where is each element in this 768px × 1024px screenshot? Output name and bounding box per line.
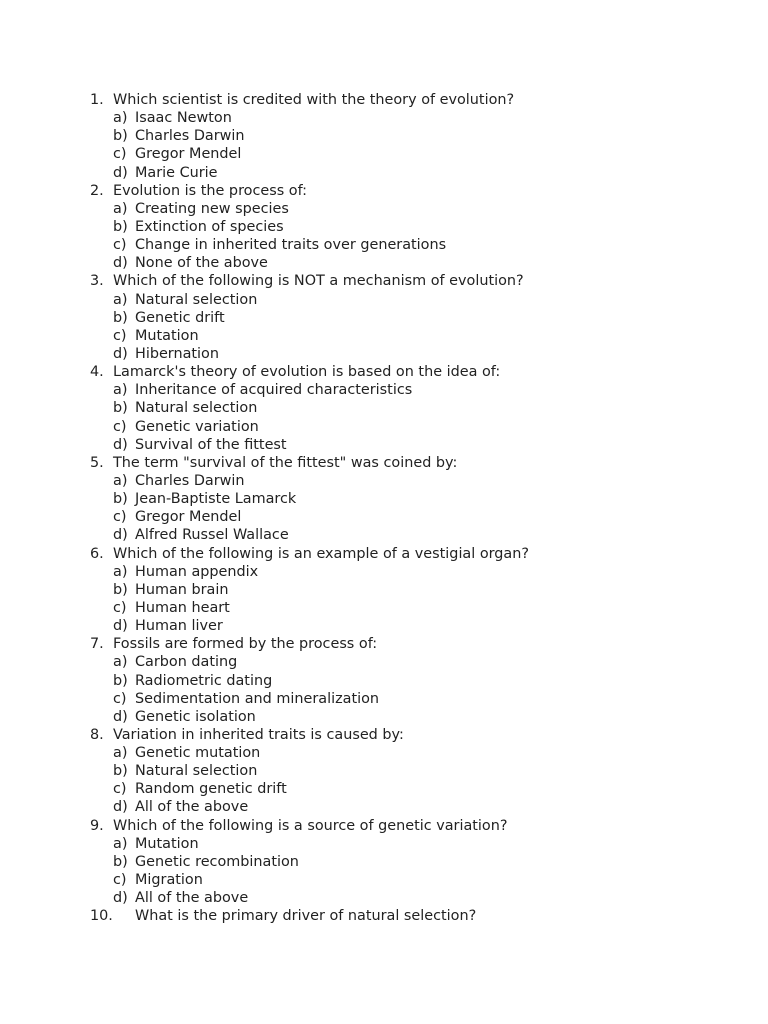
option-text: Mutation — [135, 327, 199, 344]
answer-option — [0, 563, 768, 581]
question-number: 8. — [90, 726, 104, 743]
option-letter: b) — [113, 672, 128, 689]
option-text: Charles Darwin — [135, 128, 245, 145]
option-text: Hibernation — [135, 345, 219, 362]
answer-option — [0, 889, 768, 907]
option-text: Charles Darwin — [135, 472, 245, 489]
option-text: Gregor Mendel — [135, 146, 242, 163]
option-text: Human heart — [135, 599, 230, 616]
answer-option — [0, 617, 768, 635]
option-letter: d) — [113, 618, 128, 635]
answer-option — [0, 762, 768, 780]
option-text: Human liver — [135, 618, 223, 635]
option-letter: a) — [113, 563, 128, 580]
option-letter: c) — [113, 872, 127, 889]
question-text: Variation in inherited traits is caused by: — [113, 726, 404, 743]
answer-option — [0, 835, 768, 853]
option-text: Human brain — [135, 581, 229, 598]
option-letter: b) — [113, 763, 128, 780]
question-number: 7. — [90, 636, 104, 653]
question-text: Which of the following is an example of a vestigial organ? — [113, 545, 530, 562]
question-number: 10. — [90, 908, 113, 925]
answer-option — [0, 345, 768, 363]
option-text: Extinction of species — [135, 218, 284, 235]
option-letter: c) — [113, 781, 127, 798]
question-2 — [0, 182, 768, 200]
question-number: 3. — [90, 273, 104, 290]
answer-option — [0, 526, 768, 544]
answer-option — [0, 164, 768, 182]
option-letter: b) — [113, 218, 128, 235]
option-text: All of the above — [135, 799, 249, 816]
answer-option — [0, 672, 768, 690]
option-letter: b) — [113, 309, 128, 326]
option-text: Human appendix — [135, 563, 259, 580]
option-letter: a) — [113, 291, 128, 308]
option-letter: a) — [113, 745, 128, 762]
option-text: Change in inherited traits over generations — [135, 237, 447, 254]
answer-option — [0, 599, 768, 617]
option-text: Carbon dating — [135, 654, 238, 671]
option-text: Genetic drift — [135, 309, 225, 326]
option-text: Creating new species — [135, 200, 289, 217]
option-letter: c) — [113, 599, 127, 616]
option-letter: d) — [113, 708, 128, 725]
option-text: Radiometric dating — [135, 672, 273, 689]
option-letter: d) — [113, 799, 128, 816]
question-4 — [0, 363, 768, 381]
answer-option — [0, 418, 768, 436]
answer-option — [0, 309, 768, 327]
question-number: 2. — [90, 182, 104, 199]
question-number: 5. — [90, 454, 104, 471]
option-text: Genetic recombination — [135, 853, 299, 870]
option-letter: c) — [113, 327, 127, 344]
answer-option — [0, 127, 768, 145]
answer-option — [0, 399, 768, 417]
option-text: All of the above — [135, 890, 249, 907]
option-letter: c) — [113, 690, 127, 707]
option-text: Genetic variation — [135, 418, 259, 435]
question-text: Which scientist is credited with the theory of evolution? — [113, 92, 515, 108]
question-8 — [0, 726, 768, 744]
option-text: None of the above — [135, 255, 268, 272]
answer-option — [0, 490, 768, 508]
option-letter: c) — [113, 146, 127, 163]
option-text: Mutation — [135, 835, 199, 852]
question-text: Lamarck's theory of evolution is based on the idea of: — [113, 364, 501, 381]
question-10 — [0, 907, 768, 925]
answer-option — [0, 472, 768, 490]
option-text: Survival of the fittest — [135, 436, 287, 453]
question-text: What is the primary driver of natural selection? — [135, 908, 477, 925]
answer-option — [0, 744, 768, 762]
question-number: 4. — [90, 364, 104, 381]
answer-option — [0, 508, 768, 526]
question-9 — [0, 817, 768, 835]
answer-option — [0, 145, 768, 163]
option-text: Inheritance of acquired characteristics — [135, 382, 413, 399]
answer-option — [0, 200, 768, 218]
answer-option — [0, 798, 768, 816]
option-text: Genetic isolation — [135, 708, 256, 725]
question-text: The term "survival of the fittest" was coined by: — [113, 454, 458, 471]
answer-option — [0, 780, 768, 798]
option-letter: d) — [113, 436, 128, 453]
answer-option — [0, 653, 768, 671]
answer-option — [0, 236, 768, 254]
answer-option — [0, 871, 768, 889]
option-text: Jean-Baptiste Lamarck — [135, 491, 297, 508]
answer-option — [0, 254, 768, 272]
answer-option — [0, 708, 768, 726]
option-letter: b) — [113, 853, 128, 870]
option-text: Migration — [135, 872, 203, 889]
option-text: Natural selection — [135, 291, 258, 308]
question-text: Evolution is the process of: — [113, 182, 308, 199]
question-text: Which of the following is a source of genetic variation? — [113, 817, 508, 834]
quiz-document — [0, 91, 768, 925]
question-5 — [0, 454, 768, 472]
option-letter: b) — [113, 491, 128, 508]
option-letter: a) — [113, 654, 128, 671]
option-letter: a) — [113, 835, 128, 852]
question-number: 9. — [90, 817, 104, 834]
option-text: Marie Curie — [135, 164, 218, 181]
question-number: 1. — [90, 92, 104, 108]
answer-option — [0, 327, 768, 345]
answer-option — [0, 109, 768, 127]
option-letter: d) — [113, 164, 128, 181]
question-7 — [0, 635, 768, 653]
answer-option — [0, 436, 768, 454]
option-letter: d) — [113, 527, 128, 544]
option-letter: c) — [113, 237, 127, 254]
option-text: Random genetic drift — [135, 781, 287, 798]
option-text: Natural selection — [135, 763, 258, 780]
answer-option — [0, 291, 768, 309]
option-letter: d) — [113, 890, 128, 907]
option-letter: a) — [113, 110, 128, 127]
question-number: 6. — [90, 545, 104, 562]
option-letter: b) — [113, 128, 128, 145]
option-text: Isaac Newton — [135, 110, 232, 127]
option-letter: c) — [113, 418, 127, 435]
option-letter: d) — [113, 255, 128, 272]
option-text: Gregor Mendel — [135, 509, 242, 526]
option-letter: a) — [113, 382, 128, 399]
answer-option — [0, 581, 768, 599]
answer-option — [0, 853, 768, 871]
option-text: Alfred Russel Wallace — [135, 527, 289, 544]
answer-option — [0, 690, 768, 708]
option-text: Natural selection — [135, 400, 258, 417]
answer-option — [0, 218, 768, 236]
option-letter: d) — [113, 345, 128, 362]
option-letter: a) — [113, 200, 128, 217]
option-text: Genetic mutation — [135, 745, 261, 762]
option-letter: c) — [113, 509, 127, 526]
option-letter: b) — [113, 400, 128, 417]
question-text: Which of the following is NOT a mechanism of evolution? — [113, 273, 524, 290]
question-1 — [0, 91, 768, 109]
option-text: Sedimentation and mineralization — [135, 690, 380, 707]
option-letter: b) — [113, 581, 128, 598]
question-3 — [0, 272, 768, 290]
question-text: Fossils are formed by the process of: — [113, 636, 378, 653]
option-letter: a) — [113, 472, 128, 489]
question-6 — [0, 545, 768, 563]
answer-option — [0, 381, 768, 399]
